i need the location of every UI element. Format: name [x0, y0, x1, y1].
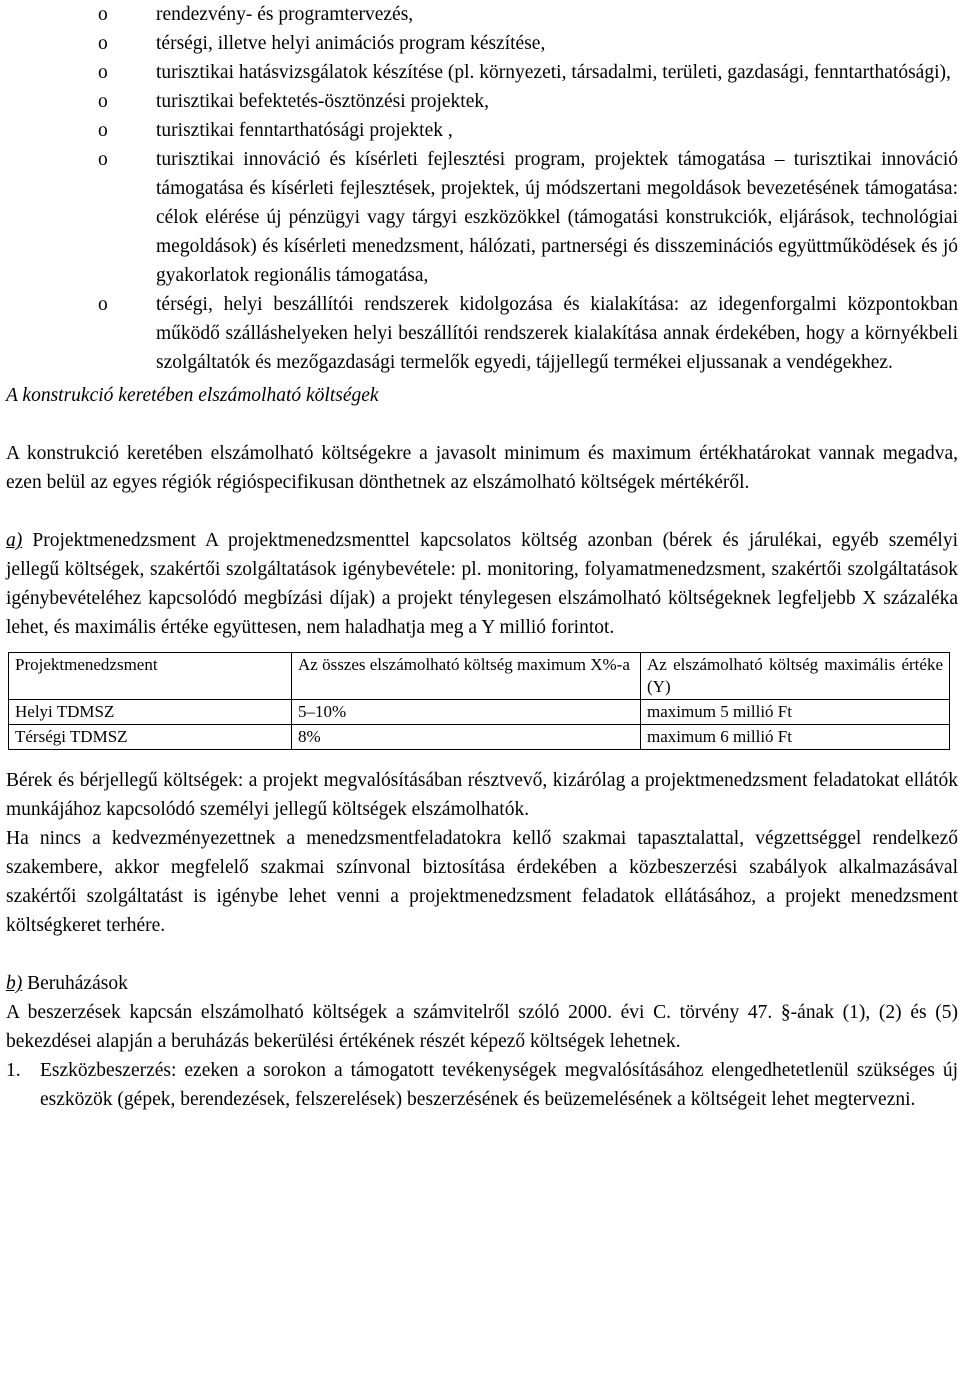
section-b-title: Beruházások [27, 973, 128, 994]
section-a-label: a) [6, 530, 23, 551]
bullet-item: o térségi, helyi beszállítói rendszerek kidolgozása és kialakítása: az idegenforgalmi központokban működő szálláshelyeken helyi beszállítói rendszerek kialakítása annak érdekében, hogy a környékbeli szolgáltatók és mezőgazdasági termelők egyedi, tájjellegű termékei eljussanak a vendégekhez. [156, 290, 958, 377]
activity-bullet-list [6, 0, 958, 377]
bullet-marker: o [98, 91, 108, 112]
bullet-marker: o [98, 120, 108, 141]
table-header-cell: Projektmenedzsment [9, 653, 292, 700]
spacer [6, 940, 958, 969]
list-item-number: 1. [6, 1060, 21, 1081]
bullet-item: o turisztikai befektetés-ösztönzési projektek, [156, 87, 958, 116]
section-b-label: b) [6, 973, 23, 994]
table-header-row [9, 653, 950, 700]
table-header-cell: Az összes elszámolható költség maximum X%-a [292, 653, 641, 700]
bullet-item: o turisztikai hatásvizsgálatok készítése (pl. környezeti, társadalmi, területi, gazdasági, fenntarthatósági), [156, 58, 958, 87]
list-item [6, 1056, 958, 1114]
spacer [6, 497, 958, 526]
section-heading: A konstrukció keretében elszámolható költségek [6, 385, 379, 406]
bullet-item: o turisztikai innováció és kísérleti fejlesztési program, projektek támogatása – turisztikai innováció támogatása és kísérleti fejlesztések, projektek, új módszertani megoldások bevezetésének támogatása: célok elérése új pénzügyi vagy tárgyi eszközökkel (támogatási konstrukciók, eljárások, technológiai megoldások) és kísérleti menedzsment, hálózati, partnerségi és disszeminációs együttműködések és jó gyakorlatok regionális támogatása, [156, 145, 958, 290]
bullet-item: o turisztikai fenntarthatósági projektek , [156, 116, 958, 145]
cost-limit-table [8, 652, 950, 750]
table-cell: maximum 5 millió Ft [641, 700, 950, 725]
expert-services-paragraph: Ha nincs a kedvezményezettnek a menedzsmentfeladatokra kellő szakmai tapasztalattal, végzettséggel rendelkező szakembere, akkor megfelelő szakmai színvonal biztosítása érdekében a közbeszerzési szabályok alkalmazásával szakértői szolgáltatást is igénybe lehet venni a projektmenedzsment feladatok ellátásához, a projekt menedzsment költségkeret terhére. [6, 828, 958, 936]
section-a-title: Projektmenedzsment [32, 530, 196, 551]
bullet-marker: o [98, 62, 108, 83]
list-item-text: Eszközbeszerzés: ezeken a sorokon a támogatott tevékenységek megvalósításához elengedhetetlenül szükséges új eszközök (gépek, berendezések, felszerelések) beszerzésének és beüzemelésének a költségeit lehet megtervezni. [40, 1060, 958, 1110]
table-row [9, 700, 950, 725]
bullet-item: o térségi, illetve helyi animációs program készítése, [156, 29, 958, 58]
table-cell: 8% [292, 725, 641, 750]
section-a-paragraph [6, 526, 958, 642]
intro-paragraph: A konstrukció keretében elszámolható költségekre a javasolt minimum és maximum értékhatárokat vannak megadva, ezen belül az egyes régiók régióspecifikusan dönthetnek az elszámolható költségek mértékéről. [6, 443, 958, 493]
numbered-list [6, 1056, 958, 1114]
bullet-marker: o [98, 4, 108, 25]
section-b-heading [6, 969, 958, 998]
section-b-text: A beszerzések kapcsán elszámolható költségek a számvitelről szóló 2000. évi C. törvény 47. §-ának (1), (2) és (5) bekezdései alapján a beruházás bekerülési értékének részét képező költségek lehetnek. [6, 1002, 958, 1052]
bullet-marker: o [98, 149, 108, 170]
table-header-cell: Az elszámolható költség maximális értéke (Y) [641, 653, 950, 700]
bullet-marker: o [98, 33, 108, 54]
spacer [6, 410, 958, 439]
table-cell: maximum 6 millió Ft [641, 725, 950, 750]
wages-paragraph: Bérek és bérjellegű költségek: a projekt megvalósításában résztvevő, kizárólag a projektmenedzsment feladatokat ellátók munkájához kapcsolódó személyi jellegű költségek elszámolhatók. [6, 770, 958, 820]
table-cell: Térségi TDMSZ [9, 725, 292, 750]
section-a-text: A projektmenedzsmenttel kapcsolatos költség azonban (bérek és járulékai, egyéb személyi jellegű költségek, szakértői szolgáltatások igénybevétele: pl. monitoring, folyamatmenedzsment, szakértői szolgáltatások igénybevételéhez kapcsolódó megbízási díjak) a projekt ténylegesen elszámolható költségeknek legfeljebb X százaléka lehet, és maximális értéke együttesen, nem haladhatja meg a Y millió forintot. [6, 530, 959, 638]
table-cell: Helyi TDMSZ [9, 700, 292, 725]
bullet-item: o rendezvény- és programtervezés, [156, 0, 958, 29]
table-row [9, 725, 950, 750]
table-cell: 5–10% [292, 700, 641, 725]
bullet-marker: o [98, 294, 108, 315]
